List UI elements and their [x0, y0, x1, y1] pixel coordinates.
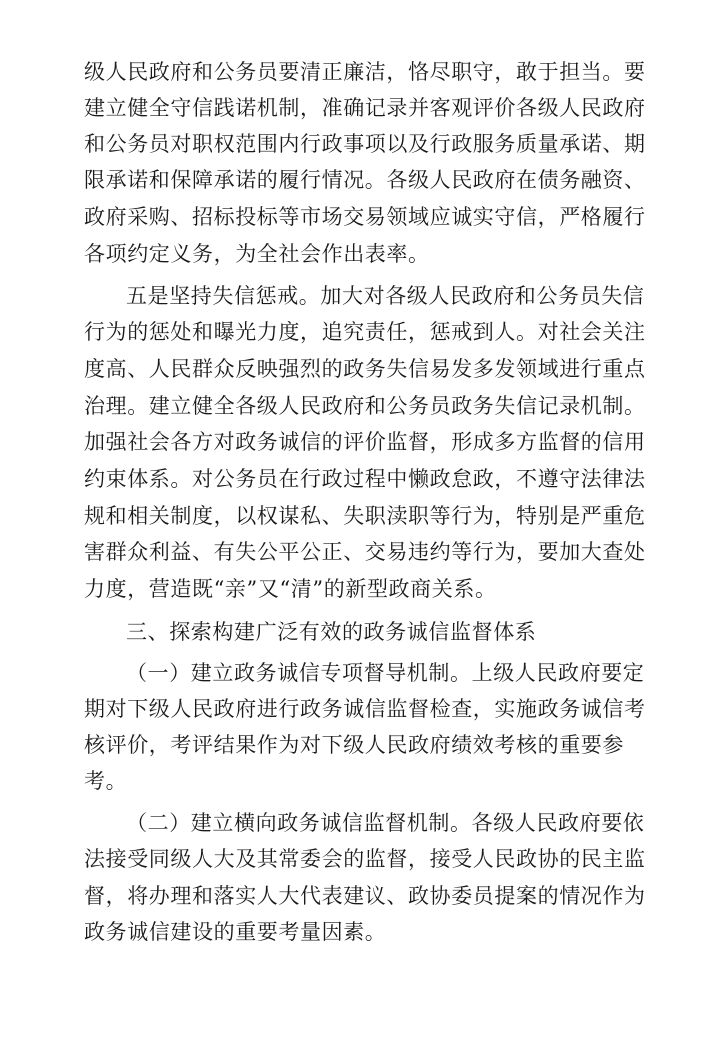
- text-line: 级人民政府和公务员要清正廉洁，恪尽职守，敢于担当。要: [84, 60, 646, 84]
- section-heading: 三、探索构建广泛有效的政务诚信监督体系: [126, 620, 537, 644]
- text-line: 和公务员对职权范围内行政事项以及行政服务质量承诺、期: [84, 132, 646, 156]
- paragraph-first-line: （一）建立政务诚信专项督导机制。上级人民政府要定: [126, 661, 645, 685]
- text-line: 害群众利益、有失公平公正、交易违约等行为，要加大查处: [84, 540, 646, 564]
- text-line: 规和相关制度，以权谋私、失职渎职等行为，特别是严重危: [84, 504, 646, 528]
- text-line: 核评价，考评结果作为对下级人民政府绩效考核的重要参: [84, 733, 624, 757]
- text-line: 行为的惩处和曝光力度，追究责任，惩戒到人。对社会关注: [84, 320, 646, 344]
- paragraph-first-line: （二）建立横向政务诚信监督机制。各级人民政府要依: [126, 811, 645, 835]
- text-line: 各项约定义务，为全社会作出表率。: [84, 242, 430, 266]
- text-line: 力度，营造既“亲”又“清”的新型政商关系。: [84, 577, 497, 601]
- text-line: 限承诺和保障承诺的履行情况。各级人民政府在债务融资、: [84, 168, 646, 192]
- text-line: 治理。建立健全各级人民政府和公务员政务失信记录机制。: [84, 394, 646, 418]
- text-line: 建立健全守信践诺机制，准确记录并客观评价各级人民政府: [84, 96, 646, 120]
- text-line: 督，将办理和落实人大代表建议、政协委员提案的情况作为: [84, 884, 646, 908]
- paragraph-first-line: 五是坚持失信惩戒。加大对各级人民政府和公务员失信: [126, 284, 645, 308]
- text-line: 法接受同级人大及其常委会的监督，接受人民政协的民主监: [84, 847, 646, 871]
- text-line: 度高、人民群众反映强烈的政务失信易发多发领域进行重点: [84, 357, 646, 381]
- text-line: 政府采购、招标投标等市场交易领域应诚实守信，严格履行: [84, 205, 646, 229]
- text-line: 期对下级人民政府进行政务诚信监督检查，实施政务诚信考: [84, 697, 646, 721]
- text-line: 政务诚信建设的重要考量因素。: [84, 920, 387, 944]
- text-line: 考。: [84, 769, 128, 793]
- text-line: 加强社会各方对政务诚信的评价监督，形成多方监督的信用: [84, 430, 646, 454]
- text-line: 约束体系。对公务员在行政过程中懒政怠政，不遵守法律法: [84, 467, 646, 491]
